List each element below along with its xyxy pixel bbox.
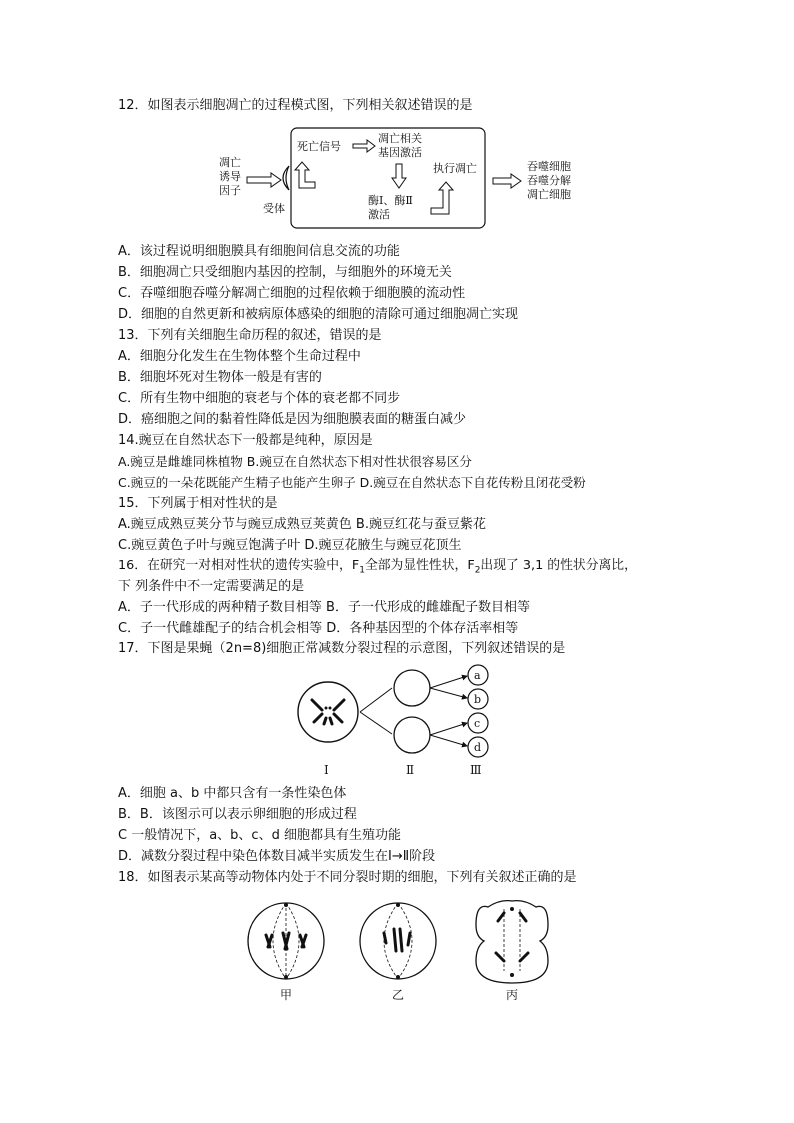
q16-option-ab: A．子一代形成的两种精子数目相等 B．子一代形成的雌雄配子数目相等 <box>118 600 530 615</box>
cell-yi <box>360 903 436 979</box>
hollow-arrow-icon-3 <box>493 174 521 188</box>
enzyme-label-1: 酶Ⅰ、酶Ⅱ <box>368 194 413 207</box>
stage-III-label: Ⅲ <box>470 763 482 777</box>
q16-sub-1: 1 <box>359 565 365 576</box>
phago-label-2: 吞噬分解 <box>527 174 571 187</box>
hollow-arrow-icon-2 <box>353 140 375 152</box>
q16-stem-2: 下 列条件中不一定需要满足的是 <box>118 579 305 594</box>
q16-stem-pre: 16．在研究一对相对性状的遗传实验中，F <box>118 558 360 573</box>
q16-option-cd: C．子一代雌雄配子的结合机会相等 D．各种基因型的个体存活率相等 <box>118 621 519 636</box>
cell-d-label: d <box>474 741 482 754</box>
q14-option-ab: A.豌豆是雌雄同株植物 B.豌豆在自然状态下相对性状很容易区分 <box>118 454 472 469</box>
q16-stem-post: 出现了 3,1 的性状分离比， <box>480 558 637 573</box>
q14-stem: 14.豌豆在自然状态下一般都是纯种，原因是 <box>118 433 373 448</box>
q13-option-b: B．细胞坏死对生物体一般是有害的 <box>118 370 322 385</box>
inducer-label-3: 因子 <box>219 184 241 197</box>
stage-II-label: Ⅱ <box>406 763 415 777</box>
execute-label: 执行凋亡 <box>433 162 477 175</box>
chromosome-icon <box>312 700 344 724</box>
phago-label-3: 凋亡细胞 <box>527 188 571 201</box>
cell-division-diagram <box>240 895 560 1005</box>
bent-arrow-icon-2 <box>431 182 453 214</box>
cell-jia <box>248 903 324 979</box>
cell-jia-label: 甲 <box>280 988 293 1002</box>
q13-option-a: A．细胞分化发生在生物体整个生命过程中 <box>118 349 361 364</box>
gene-label-1: 凋亡相关 <box>378 132 422 145</box>
q15-stem: 15．下列属于相对性状的是 <box>118 496 278 511</box>
q18-stem: 18．如图表示某高等动物体内处于不同分裂时期的细胞，下列有关叙述正确的是 <box>118 870 577 885</box>
apoptosis-diagram <box>215 124 585 232</box>
cell-bing <box>476 901 548 983</box>
cell-yi-label: 乙 <box>392 988 405 1002</box>
q13-option-d: D．癌细胞之间的黏着性降低是因为细胞膜表面的糖蛋白减少 <box>118 412 467 427</box>
meiosis-diagram <box>290 660 500 780</box>
q17-option-c: C 一般情况下，a、b、c、d 细胞都具有生殖功能 <box>118 828 401 843</box>
cell-c-label: c <box>474 717 481 730</box>
stage-I-label: Ⅰ <box>324 763 329 777</box>
q12-option-a: A．该过程说明细胞膜具有细胞间信息交流的功能 <box>118 244 400 259</box>
inducer-label-2: 诱导 <box>219 170 241 183</box>
inducer-label-1: 凋亡 <box>219 156 241 169</box>
q16-sub-2: 2 <box>474 565 481 576</box>
cell-II-bottom <box>394 717 430 753</box>
q17-option-b: B．B．该图示可以表示卵细胞的形成过程 <box>118 807 357 822</box>
q13-option-c: C．所有生物中细胞的衰老与个体的衰老都不同步 <box>118 391 401 406</box>
q14-option-cd: C.豌豆的一朵花既能产生精子也能产生卵子 D.豌豆在自然状态下自花传粉且闭花受粉 <box>118 475 586 490</box>
q15-option-ab: A.豌豆成熟豆荚分节与豌豆成熟豆荚黄色 B.豌豆红花与蚕豆紫花 <box>118 517 486 532</box>
hollow-arrow-icon <box>247 173 281 187</box>
q12-stem: 12．如图表示细胞凋亡的过程模式图，下列相关叙述错误的是 <box>118 98 473 113</box>
cell-b-label: b <box>474 693 482 706</box>
gene-label-2: 基因激活 <box>378 146 422 159</box>
q17-option-d: D．减数分裂过程中染色体数目减半实质发生在Ⅰ→Ⅱ阶段 <box>118 849 436 864</box>
down-arrow-icon <box>392 164 406 188</box>
q12-option-b: B．细胞凋亡只受细胞内基因的控制，与细胞外的环境无关 <box>118 265 452 280</box>
q16-stem-mid: 全部为显性性状，F <box>364 558 475 573</box>
bent-arrow-icon <box>295 162 315 188</box>
q12-option-c: C．吞噬细胞吞噬分解凋亡细胞的过程依赖于细胞膜的流动性 <box>118 286 466 301</box>
enzyme-label-2: 激活 <box>368 208 390 221</box>
q17-option-a: A．细胞 a、b 中都只含有一条性染色体 <box>118 786 347 801</box>
phago-label-1: 吞噬细胞 <box>527 160 571 173</box>
q13-stem: 13．下列有关细胞生命历程的叙述，错误的是 <box>118 328 382 343</box>
receptor-icon <box>283 166 289 190</box>
q12-option-d: D．细胞的自然更新和被病原体感染的细胞的清除可通过细胞凋亡实现 <box>118 307 519 322</box>
cell-II-top <box>394 670 430 706</box>
death-signal-label: 死亡信号 <box>297 140 341 153</box>
cell-I <box>298 682 358 742</box>
q17-stem: 17．下图是果蝇（2n=8)细胞正常减数分裂过程的示意图，下列叙述错误的是 <box>118 641 566 656</box>
cell-a-label: a <box>474 669 481 682</box>
q15-option-cd: C.豌豆黄色子叶与豌豆饱满子叶 D.豌豆花腋生与豌豆花顶生 <box>118 538 462 553</box>
receptor-label: 受体 <box>263 202 285 215</box>
cell-bing-label: 丙 <box>506 988 519 1002</box>
q16-stem <box>118 557 637 580</box>
